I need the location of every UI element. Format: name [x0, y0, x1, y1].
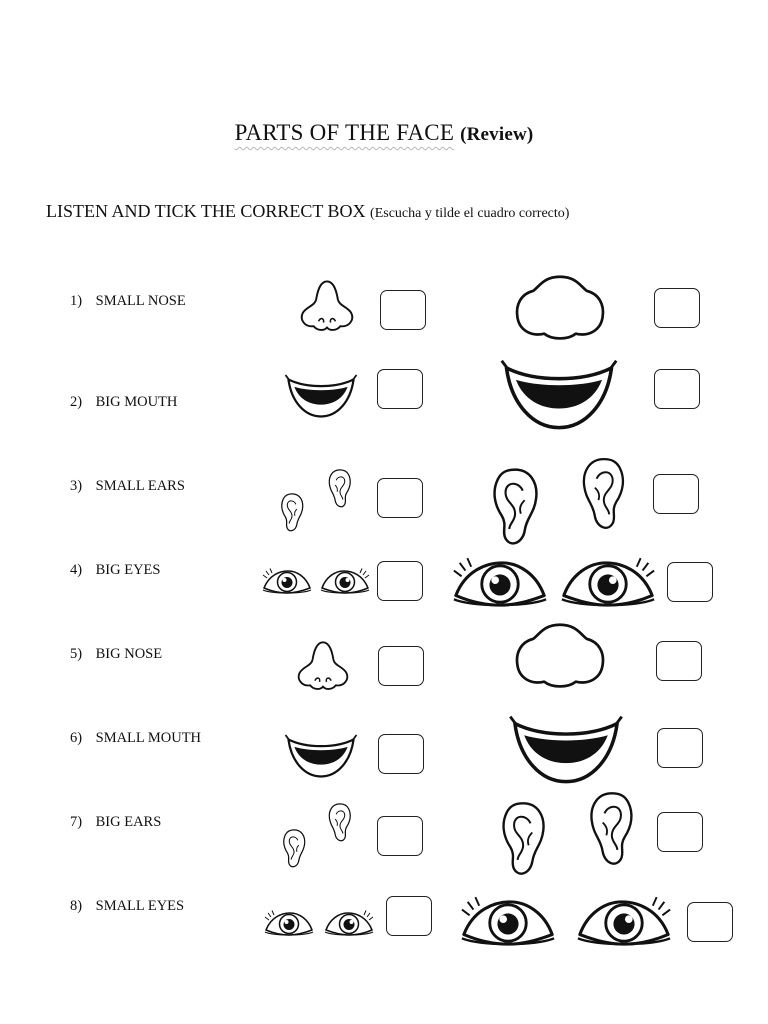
- big-ear-left-picture: [484, 462, 550, 550]
- big-ear-right-picture: [578, 786, 642, 870]
- checkbox-option-a[interactable]: [377, 816, 423, 856]
- checkbox-option-a[interactable]: [386, 896, 432, 936]
- checkbox-option-a[interactable]: [378, 734, 424, 774]
- item-label: 5) BIG NOSE: [70, 646, 163, 662]
- checkbox-option-a[interactable]: [377, 369, 423, 409]
- big-ear-right-picture: [570, 452, 634, 534]
- checkbox-option-b[interactable]: [657, 728, 703, 768]
- title-main: PARTS OF THE FACE: [234, 120, 455, 145]
- small-eye-right-picture: [324, 908, 374, 940]
- checkbox-option-a[interactable]: [377, 561, 423, 601]
- small-ear-right-picture: [322, 800, 356, 844]
- item-label: 7) BIG EARS: [70, 814, 162, 830]
- big-mouth-picture: [504, 712, 628, 784]
- instruction-main: LISTEN AND TICK THE CORRECT BOX: [46, 201, 366, 221]
- checkbox-option-b[interactable]: [654, 369, 700, 409]
- item-label: 6) SMALL MOUTH: [70, 730, 202, 746]
- big-eye-left-picture: [460, 894, 556, 952]
- small-ear-left-picture: [278, 826, 312, 870]
- small-mouth-picture: [284, 372, 358, 418]
- big-nose-picture: [498, 620, 622, 688]
- small-mouth-picture: [284, 732, 358, 778]
- small-eye-left-picture: [264, 908, 314, 940]
- small-ear-left-picture: [276, 490, 310, 534]
- big-ear-left-picture: [492, 796, 558, 880]
- big-nose-picture: [498, 272, 622, 340]
- item-label: 3) SMALL EARS: [70, 478, 185, 494]
- item-label: 4) BIG EYES: [70, 562, 161, 578]
- page-title: [0, 120, 768, 146]
- item-label: 8) SMALL EYES: [70, 898, 185, 914]
- big-mouth-picture: [496, 356, 622, 430]
- instruction-translation: (Escucha y tilde el cuadro correcto): [370, 206, 570, 221]
- item-label: 2) BIG MOUTH: [70, 394, 178, 410]
- checkbox-option-a[interactable]: [377, 478, 423, 518]
- checkbox-option-a[interactable]: [380, 290, 426, 330]
- checkbox-option-b[interactable]: [656, 641, 702, 681]
- checkbox-option-b[interactable]: [667, 562, 713, 602]
- checkbox-option-b[interactable]: [687, 902, 733, 942]
- checkbox-option-b[interactable]: [653, 474, 699, 514]
- small-eye-right-picture: [320, 566, 370, 598]
- small-nose-picture: [292, 640, 354, 690]
- title-sub: (Review): [460, 124, 534, 145]
- checkbox-option-a[interactable]: [378, 646, 424, 686]
- big-eye-right-picture: [576, 894, 672, 952]
- small-eye-left-picture: [262, 566, 312, 598]
- big-eye-right-picture: [560, 556, 656, 612]
- checkbox-option-b[interactable]: [657, 812, 703, 852]
- small-nose-picture: [296, 279, 358, 331]
- big-eye-left-picture: [452, 556, 548, 612]
- instructions: [46, 201, 569, 222]
- checkbox-option-b[interactable]: [654, 288, 700, 328]
- small-ear-right-picture: [322, 466, 356, 510]
- item-label: 1) SMALL NOSE: [70, 293, 186, 309]
